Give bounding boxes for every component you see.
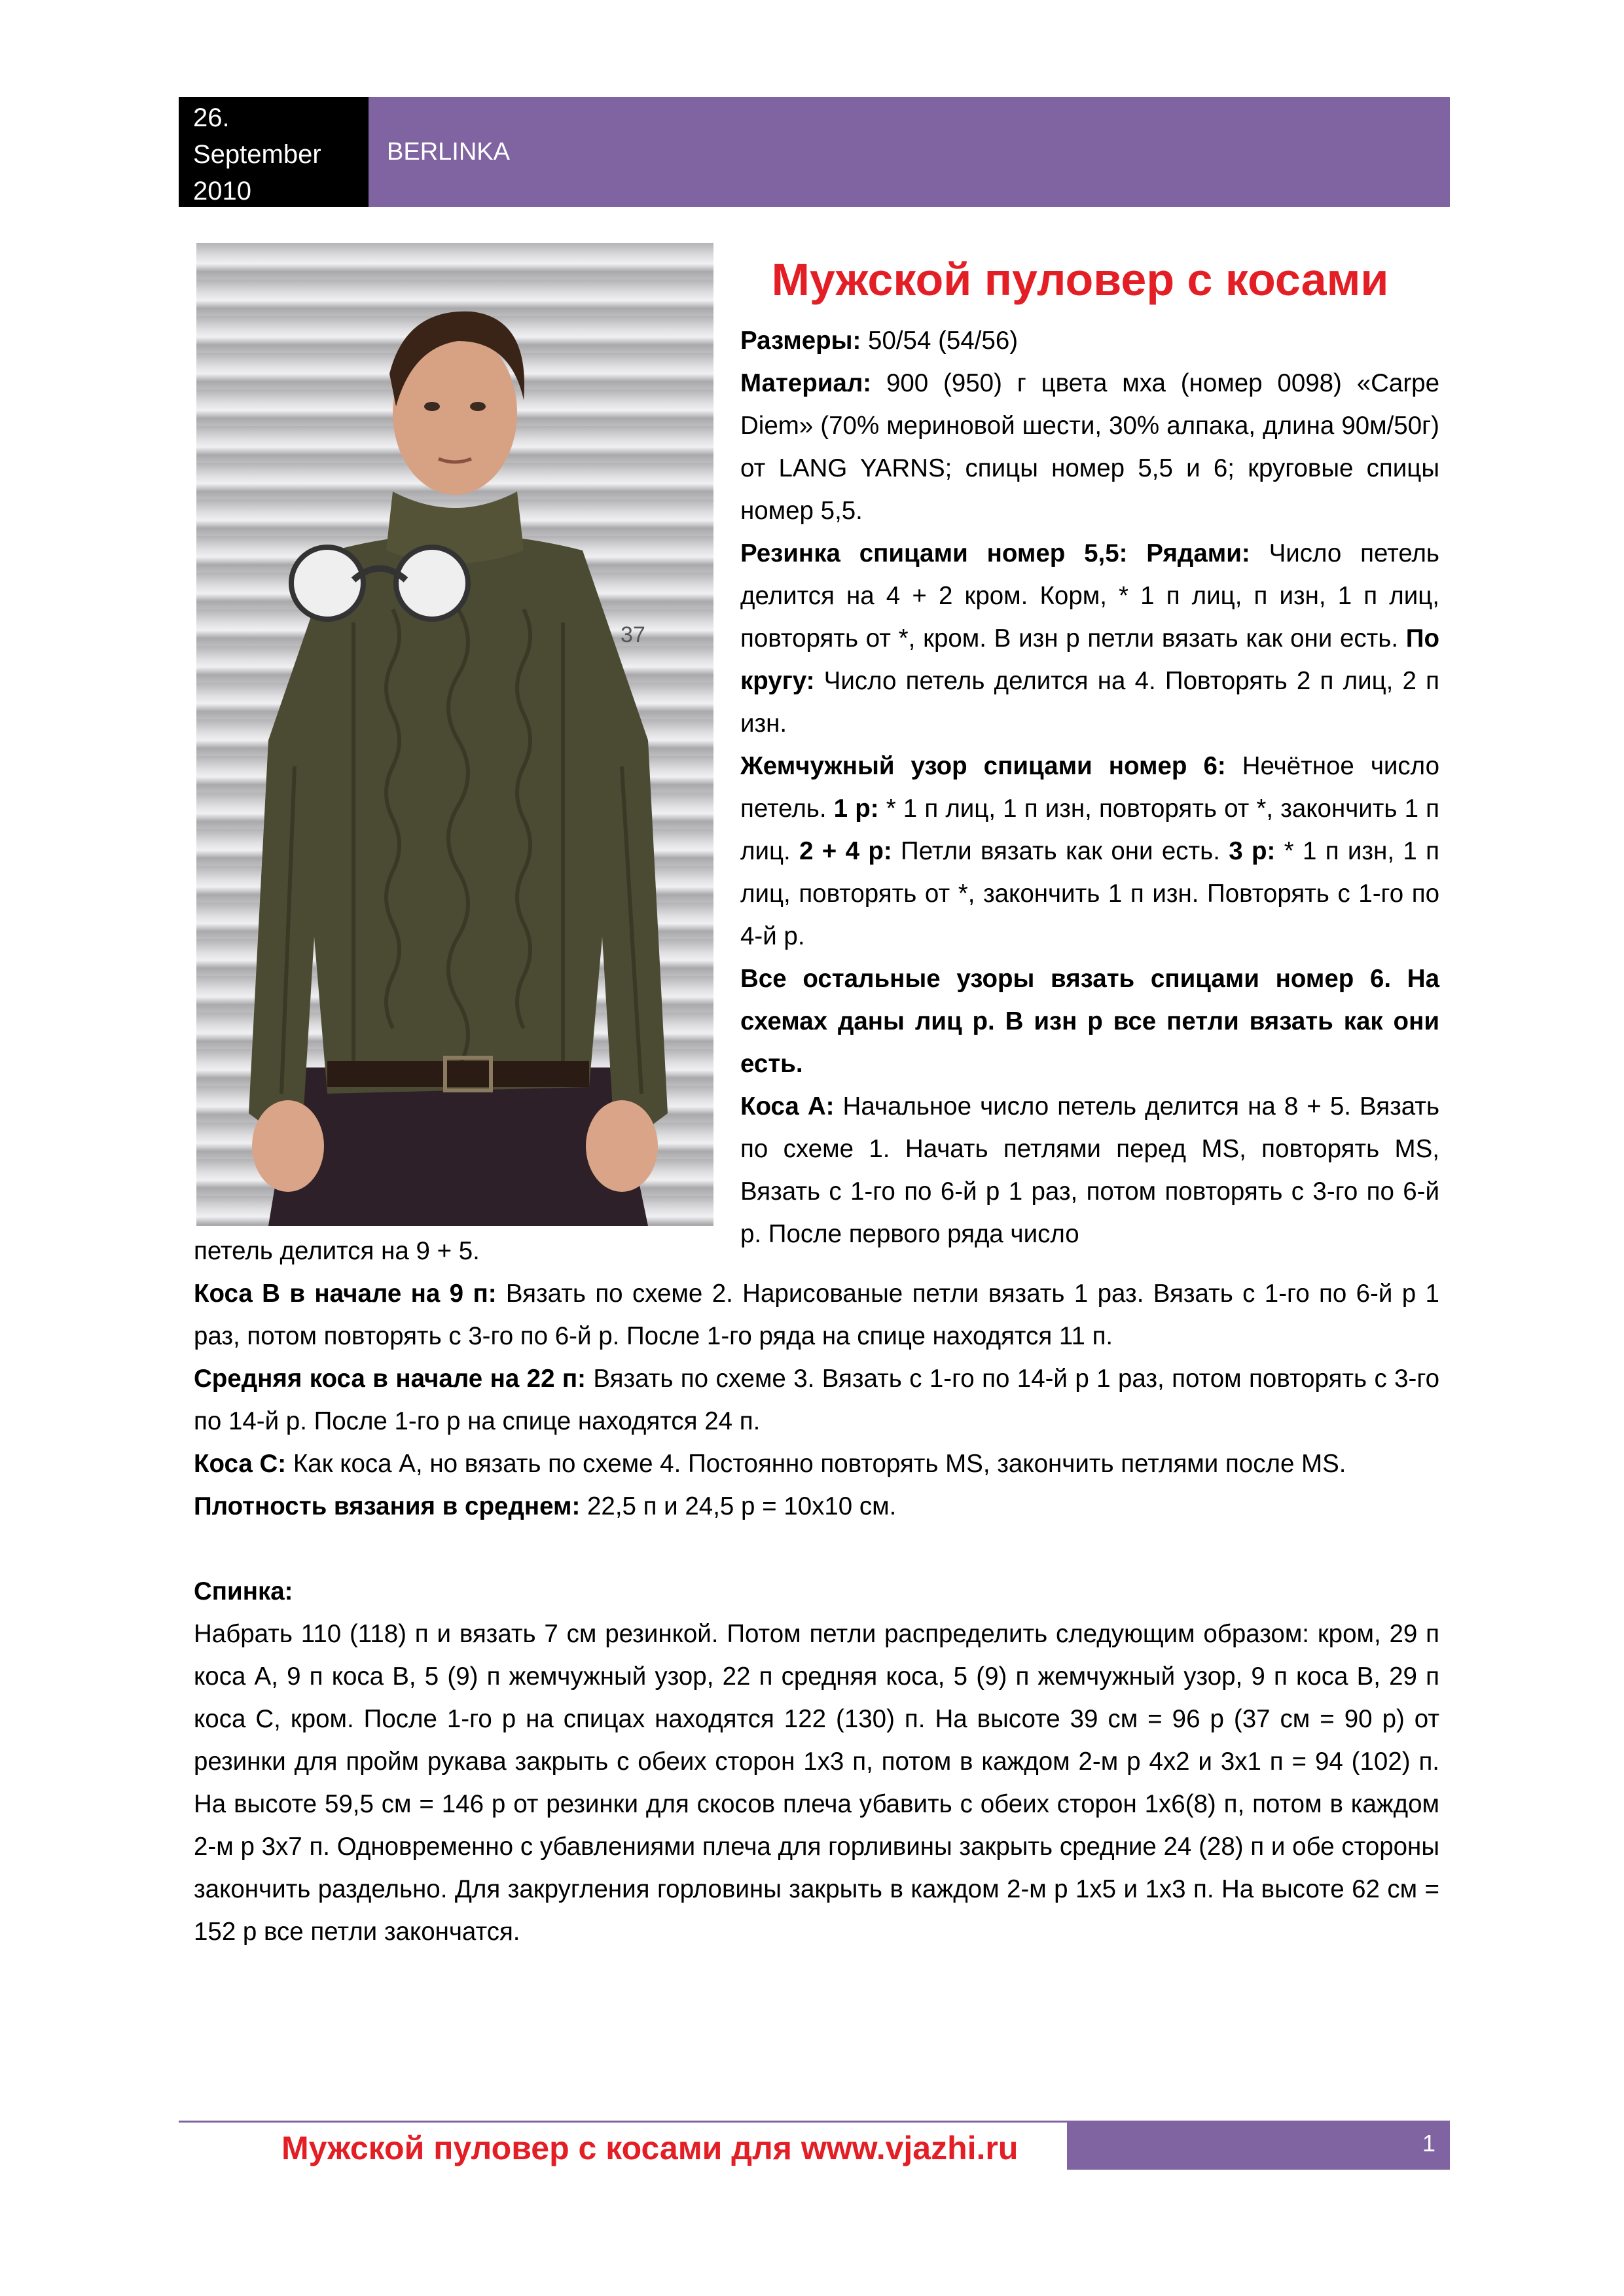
pearl-row24-label: 2 + 4 р: — [799, 837, 892, 865]
date-year: 2010 — [193, 177, 251, 206]
pearl-row1-label: 1 р: — [833, 795, 879, 823]
braid-b-paragraph — [194, 1272, 1439, 1357]
pearl-row3-text: * 1 п изн, 1 п лиц, повторять от *, закончить 1 п изн. Повторять с 1-го по 4-й р. — [740, 837, 1439, 950]
braid-mid-paragraph — [194, 1357, 1439, 1443]
density-label: Плотность вязания в среднем: — [194, 1492, 581, 1520]
material-paragraph — [740, 362, 1439, 532]
pearl-row1-text: * 1 п лиц, 1 п изн, повторять от *, закончить 1 п лиц. — [740, 795, 1439, 865]
rib-paragraph — [740, 532, 1439, 745]
pearl-row24-text: Петли вязать как они есть. — [892, 837, 1229, 865]
spacer — [194, 1528, 1439, 1570]
brand-name: BERLINKA — [387, 137, 510, 166]
pearl-text: Нечётное число петель. — [740, 752, 1439, 823]
pearl-row3-label: 3 р: — [1229, 837, 1276, 865]
model-photo — [196, 243, 713, 1226]
material-text: 900 (950) г цвета мха (номер 0098) «Carpe Diem» (70% мериновой шести, 30% алпака, длина 90м/50г) от LANG YARNS; спицы номер 5,5 и 6; круговые спицы номер 5,5. — [740, 369, 1439, 525]
full-width-text — [194, 1230, 1439, 1953]
man-in-sweater-illustration — [196, 243, 713, 1226]
page-number: 1 — [1422, 2130, 1435, 2157]
braid-mid-text: Вязать по схеме 3. Вязать с 1-го по 14-й р 1 раз, потом повторять с 3-го по 14-й р. После 1-го р на спице находятся 24 п. — [194, 1365, 1439, 1435]
back-text: Набрать 110 (118) п и вязать 7 см резинкой. Потом петли распределить следующим образом: кром, 29 п коса А, 9 п коса В, 5 (9) п жемчужный узор, 22 п средняя коса, 5 (9) п жемчужный узор, 9 п коса В, 29 п коса С, кром. После 1-го р на спицах находятся 122 (130) п. На высоте 39 см = 96 р (37 см = 90 р) от резинки для пройм рукава закрыть с обеих сторон 1х3 п, потом в каждом 2-м р 4х2 и 3х1 п = 94 (102) п. На высоте 59,5 см = 146 р от резинки для скосов плеча убавить с обеих сторон 1х6(8) п, потом в каждом 2-м р 3х7 п. Одновременно с убавлениями плеча для горливины закрыть средние 24 (28) п и обе стороны закончить раздельно. Для закругления горловины закрыть в каждом 2-м р 1х5 и 1х3 п. На высоте 62 см = 152 р все петли закончатся. — [194, 1620, 1439, 1946]
photo-number: 37 — [621, 622, 645, 647]
braid-c-text: Как коса А, но вязать по схеме 4. Постоянно повторять MS, закончить петлями после MS. — [286, 1450, 1346, 1478]
sizes-label: Размеры: — [740, 327, 861, 355]
date-day: 26. — [193, 103, 230, 132]
header-date — [179, 97, 369, 207]
pearl-paragraph — [740, 745, 1439, 958]
material-label: Материал: — [740, 369, 872, 397]
density-paragraph — [194, 1485, 1439, 1528]
right-column — [740, 319, 1439, 1255]
braid-a-text: Начальное число петель делится на 8 + 5. Вязать по схеме 1. Начать петлями перед MS, повторять MS, Вязать с 1-го по 6-й р 1 раз, потом повторять с 3-го по 6-й р. После первого ряда число — [740, 1092, 1440, 1248]
footer-text: Мужской пуловер с косами для www.vjazhi.ru — [281, 2130, 1019, 2166]
braid-a-label: Коса А: — [740, 1092, 835, 1121]
back-heading-paragraph — [194, 1570, 1439, 1613]
date-month: September — [193, 140, 321, 169]
rib-text-1: Число петель делится на 4 + 2 кром. Корм, * 1 п лиц, п изн, 1 п лиц, повторять от *, кром. В изн р петли вязать как они есть. — [740, 539, 1439, 653]
braid-b-text: Вязать по схеме 2. Нарисованые петли вязать 1 раз. Вязать с 1-го по 6-й р 1 раз, потом повторять с 3-го по 6-й р. После 1-го ряда на спице находятся 11 п. — [194, 1280, 1439, 1350]
pearl-label: Жемчужный узор спицами номер 6: — [740, 752, 1226, 780]
page-title: Мужской пуловер с косами — [771, 254, 1389, 305]
braid-a-continuation: петель делится на 9 + 5. — [194, 1237, 480, 1265]
header-bar — [369, 97, 1450, 207]
note-text: Все остальные узоры вязать спицами номер 6. На схемах даны лиц р. В изн р все петли вязать как они есть. — [740, 965, 1439, 1078]
density-text: 22,5 п и 24,5 р = 10х10 см. — [580, 1492, 897, 1520]
back-heading: Спинка: — [194, 1577, 293, 1605]
rib-round-label: По кругу: — [740, 624, 1439, 695]
sizes-text: 50/54 (54/56) — [861, 327, 1019, 355]
braid-b-label: Коса В в начале на 9 п: — [194, 1280, 497, 1308]
rib-label: Резинка спицами номер 5,5: Рядами: — [740, 539, 1250, 567]
footer-bar — [1067, 2123, 1450, 2170]
braid-mid-label: Средняя коса в начале на 22 п: — [194, 1365, 586, 1393]
note-paragraph — [740, 958, 1439, 1085]
sizes-paragraph — [740, 319, 1439, 362]
braid-c-label: Коса С: — [194, 1450, 287, 1478]
braid-c-paragraph — [194, 1443, 1439, 1485]
rib-text-2: Число петель делится на 4. Повторять 2 п лиц, 2 п изн. — [740, 667, 1439, 738]
